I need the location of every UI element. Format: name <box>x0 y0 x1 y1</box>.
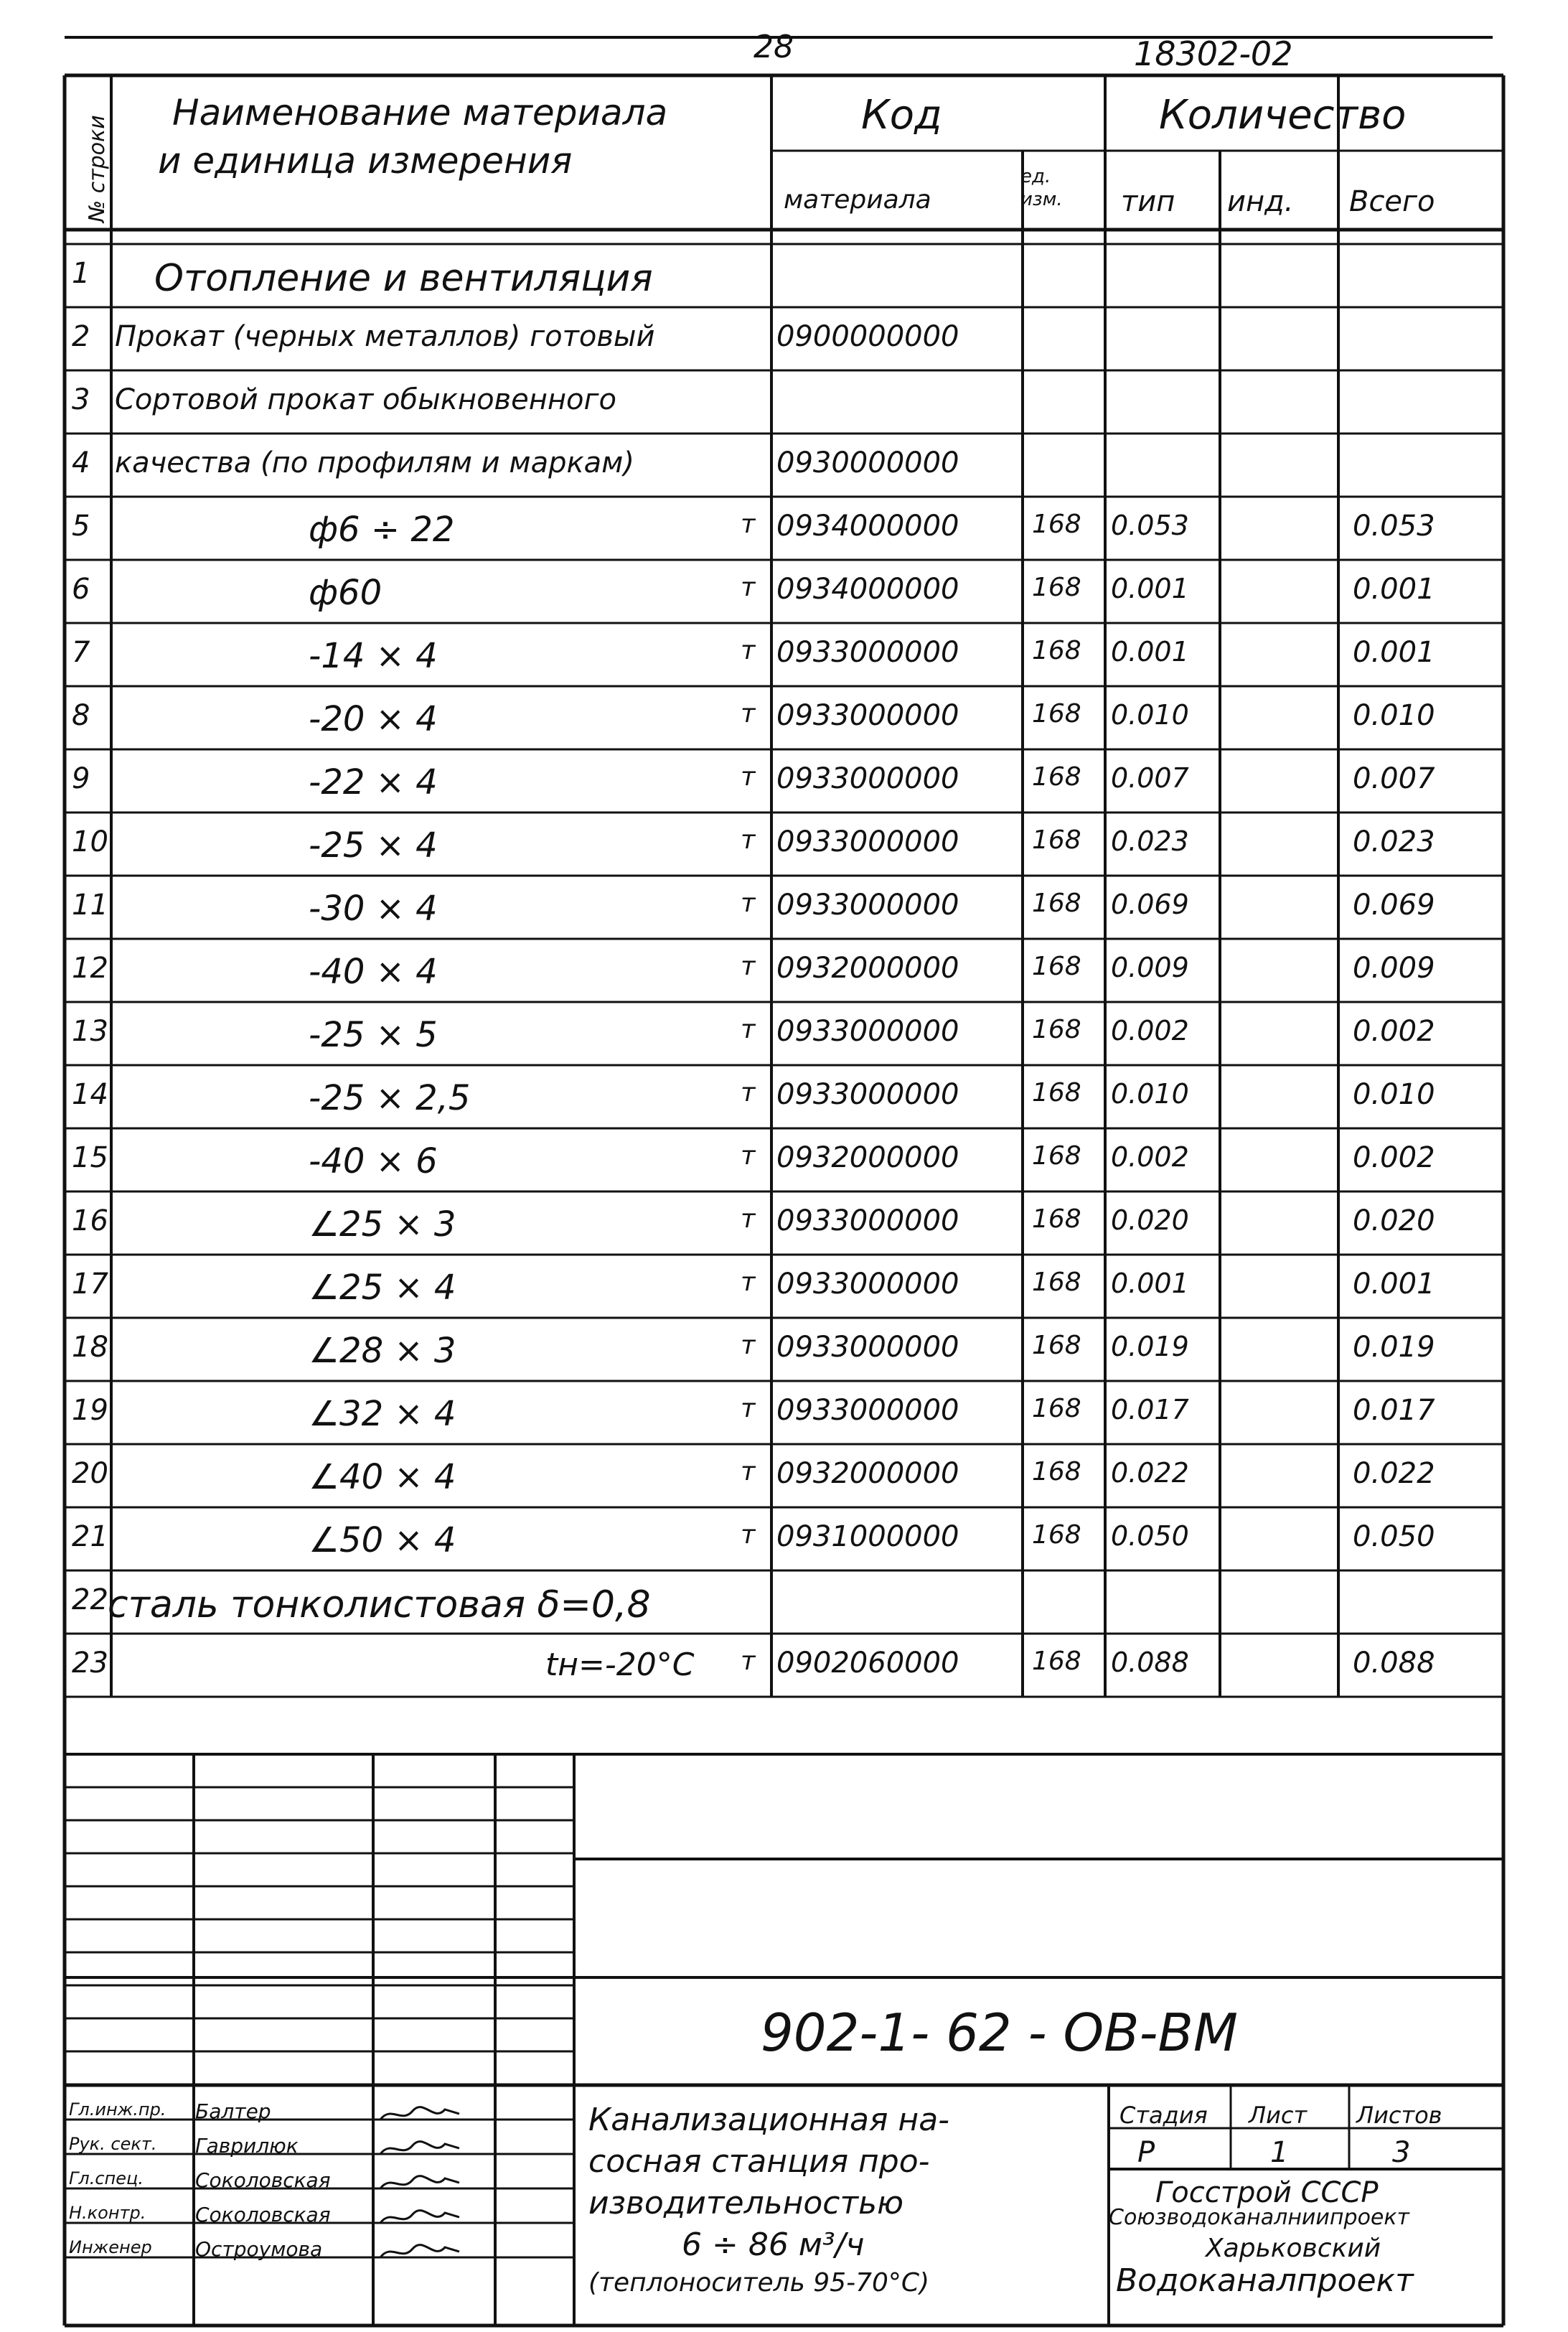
material-code: 0933000000 <box>776 636 959 669</box>
qty-type: 0.002 <box>1111 1015 1189 1046</box>
row-number: 9 <box>72 762 90 795</box>
qty-type: 0.002 <box>1111 1141 1189 1173</box>
unit-letter: т <box>741 1015 756 1044</box>
unit-code: 168 <box>1032 1647 1081 1676</box>
row-number: 12 <box>72 952 108 985</box>
material-name: ф6 ÷ 22 <box>309 510 455 550</box>
unit-code: 168 <box>1032 889 1081 918</box>
qty-total: 0.002 <box>1353 1015 1435 1048</box>
qty-type: 0.007 <box>1111 762 1189 794</box>
qty-type: 0.053 <box>1111 510 1189 541</box>
signer-role: Инженер <box>69 2237 152 2257</box>
sheet-value: 1 <box>1270 2136 1289 2169</box>
unit-letter: т <box>741 1520 756 1550</box>
material-name: ∠50 × 4 <box>309 1520 456 1560</box>
material-code: 0930000000 <box>776 446 959 479</box>
qty-total: 0.022 <box>1353 1457 1435 1490</box>
row-number: 23 <box>72 1647 108 1680</box>
material-name: -22 × 4 <box>309 762 438 802</box>
qty-type: 0.020 <box>1111 1204 1189 1236</box>
material-code: 0934000000 <box>776 573 959 606</box>
stamp-title-line: сосная станция про- <box>588 2143 930 2180</box>
material-name: Прокат (черных металлов) готовый <box>115 320 655 353</box>
unit-code: 168 <box>1032 573 1081 602</box>
unit-letter: т <box>741 1204 756 1234</box>
unit-code: 168 <box>1032 952 1081 981</box>
unit-letter: т <box>741 825 756 855</box>
row-number: 4 <box>72 446 90 479</box>
signer-name: Соколовская <box>195 2168 331 2192</box>
material-code: 0933000000 <box>776 1204 959 1237</box>
unit-letter: т <box>741 1268 756 1297</box>
material-name: ∠40 × 4 <box>309 1457 456 1497</box>
material-name: -20 × 4 <box>309 699 438 739</box>
qty-total: 0.017 <box>1353 1394 1435 1427</box>
material-name: ∠32 × 4 <box>309 1394 456 1434</box>
material-name: -25 × 4 <box>309 825 438 866</box>
material-code: 0931000000 <box>776 1520 959 1553</box>
material-code: 0933000000 <box>776 1268 959 1301</box>
qty-type: 0.001 <box>1111 573 1189 604</box>
unit-letter: т <box>741 636 756 665</box>
qty-total: 0.050 <box>1353 1520 1435 1553</box>
qty-total: 0.007 <box>1353 762 1435 795</box>
material-code: 0933000000 <box>776 762 959 795</box>
row-number: 17 <box>72 1268 108 1301</box>
unit-code: 168 <box>1032 1141 1081 1171</box>
material-code: 0900000000 <box>776 320 959 353</box>
header-type: тип <box>1121 185 1175 218</box>
qty-type: 0.069 <box>1111 889 1189 920</box>
unit-letter: т <box>741 1647 756 1676</box>
stamp-title-line: Канализационная на- <box>588 2102 950 2138</box>
qty-type: 0.088 <box>1111 1647 1189 1678</box>
material-code: 0902060000 <box>776 1647 959 1680</box>
qty-total: 0.088 <box>1353 1647 1435 1680</box>
qty-total: 0.019 <box>1353 1331 1435 1364</box>
qty-type: 0.023 <box>1111 825 1189 857</box>
unit-letter: т <box>741 573 756 602</box>
header-quantity: Количество <box>1159 92 1407 139</box>
unit-letter: т <box>741 1457 756 1486</box>
row-number: 7 <box>72 636 90 669</box>
row-number: 14 <box>72 1078 108 1111</box>
header-material: материала <box>784 185 931 215</box>
material-name: Отопление и вентиляция <box>154 257 653 300</box>
material-name: -40 × 6 <box>309 1141 438 1181</box>
unit-letter: т <box>741 1141 756 1171</box>
unit-letter: т <box>741 889 756 918</box>
header-name-line2: и единица измерения <box>158 140 573 182</box>
unit-code: 168 <box>1032 1394 1081 1423</box>
material-code: 0933000000 <box>776 1331 959 1364</box>
unit-code: 168 <box>1032 1520 1081 1550</box>
unit-code: 168 <box>1032 1204 1081 1234</box>
qty-total: 0.053 <box>1353 510 1435 543</box>
qty-total: 0.001 <box>1353 1268 1435 1301</box>
qty-type: 0.022 <box>1111 1457 1189 1489</box>
material-name: ∠25 × 4 <box>309 1268 456 1308</box>
material-code: 0932000000 <box>776 1457 959 1490</box>
organization-line: Водоканалпроект <box>1116 2262 1414 2299</box>
stage-value: Р <box>1137 2136 1155 2169</box>
organization-line: Харьковский <box>1206 2234 1381 2263</box>
qty-type: 0.019 <box>1111 1331 1189 1362</box>
row-number: 8 <box>72 699 90 732</box>
header-total: Всего <box>1349 185 1435 218</box>
material-code: 0932000000 <box>776 1141 959 1174</box>
row-number: 10 <box>72 825 108 858</box>
stage-label: Стадия <box>1119 2102 1208 2129</box>
row-number: 3 <box>72 383 90 416</box>
material-code: 0933000000 <box>776 889 959 922</box>
sheets-value: 3 <box>1392 2136 1411 2169</box>
material-name: -40 × 4 <box>309 952 438 992</box>
material-name: Сортовой прокат обыкновенного <box>115 383 616 416</box>
material-name: tн=-20°C <box>545 1647 695 1683</box>
unit-letter: т <box>741 952 756 981</box>
row-number: 20 <box>72 1457 108 1490</box>
qty-total: 0.002 <box>1353 1141 1435 1174</box>
header-code: Код <box>861 92 942 139</box>
material-code: 0933000000 <box>776 825 959 858</box>
unit-code: 168 <box>1032 699 1081 729</box>
row-number: 6 <box>72 573 90 606</box>
material-name: -30 × 4 <box>309 889 438 929</box>
row-number: 5 <box>72 510 90 543</box>
qty-type: 0.017 <box>1111 1394 1189 1425</box>
unit-code: 168 <box>1032 825 1081 855</box>
row-number: 15 <box>72 1141 108 1174</box>
unit-letter: т <box>741 1331 756 1360</box>
signer-role: Н.контр. <box>69 2203 146 2223</box>
page-number: 28 <box>754 29 794 65</box>
stamp-title-line: изводительностью <box>588 2185 904 2221</box>
qty-total: 0.069 <box>1353 889 1435 922</box>
signer-name: Остроумова <box>195 2237 323 2261</box>
signer-name: Балтер <box>195 2099 271 2123</box>
row-number: 16 <box>72 1204 108 1237</box>
unit-code: 168 <box>1032 762 1081 792</box>
qty-type: 0.009 <box>1111 952 1189 983</box>
material-name: ∠28 × 3 <box>309 1331 456 1371</box>
unit-code: 168 <box>1032 1078 1081 1108</box>
qty-total: 0.010 <box>1353 1078 1435 1111</box>
unit-code: 168 <box>1032 1331 1081 1360</box>
material-code: 0932000000 <box>776 952 959 985</box>
stamp-designation: 902-1- 62 - ОВ-ВМ <box>761 2003 1239 2063</box>
unit-letter: т <box>741 699 756 729</box>
unit-letter: т <box>741 1078 756 1108</box>
unit-code: 168 <box>1032 1457 1081 1486</box>
qty-type: 0.010 <box>1111 699 1189 731</box>
row-number: 2 <box>72 320 90 353</box>
material-code: 0933000000 <box>776 1078 959 1111</box>
header-unit: ед. изм. <box>1020 166 1063 210</box>
row-number: 22 <box>72 1583 108 1616</box>
material-name: качества (по профилям и маркам) <box>115 446 634 479</box>
document-code: 18302-02 <box>1134 34 1293 73</box>
qty-total: 0.010 <box>1353 699 1435 732</box>
material-code: 0934000000 <box>776 510 959 543</box>
header-individual: инд. <box>1227 185 1294 218</box>
qty-type: 0.001 <box>1111 636 1189 668</box>
signer-name: Соколовская <box>195 2203 331 2226</box>
unit-code: 168 <box>1032 1268 1081 1297</box>
row-number: 18 <box>72 1331 108 1364</box>
stamp-title-line: 6 ÷ 86 м³/ч <box>682 2226 865 2263</box>
row-number: 21 <box>72 1520 108 1553</box>
qty-total: 0.001 <box>1353 636 1435 669</box>
qty-type: 0.010 <box>1111 1078 1189 1110</box>
organization-line: Союзводоканалниипроект <box>1109 2205 1409 2230</box>
organization-line: Госстрой СССР <box>1155 2176 1379 2209</box>
material-code: 0933000000 <box>776 699 959 732</box>
header-name-line1: Наименование материала <box>172 92 668 134</box>
qty-type: 0.050 <box>1111 1520 1189 1552</box>
qty-total: 0.020 <box>1353 1204 1435 1237</box>
qty-total: 0.009 <box>1353 952 1435 985</box>
signer-role: Гл.инж.пр. <box>69 2099 166 2120</box>
unit-letter: т <box>741 510 756 539</box>
sheets-label: Листов <box>1356 2102 1442 2129</box>
sheet-label: Лист <box>1249 2102 1308 2129</box>
signer-name: Гаврилюк <box>195 2134 299 2158</box>
qty-total: 0.001 <box>1353 573 1435 606</box>
material-name: -25 × 5 <box>309 1015 438 1055</box>
unit-code: 168 <box>1032 636 1081 665</box>
material-code: 0933000000 <box>776 1015 959 1048</box>
row-number: 11 <box>72 889 108 922</box>
stamp-title-line: (теплоноситель 95-70°С) <box>588 2268 930 2298</box>
material-code: 0933000000 <box>776 1394 959 1427</box>
unit-letter: т <box>741 762 756 792</box>
row-number: 13 <box>72 1015 108 1048</box>
material-name: ∠25 × 3 <box>309 1204 456 1245</box>
unit-code: 168 <box>1032 1015 1081 1044</box>
qty-type: 0.001 <box>1111 1268 1189 1299</box>
material-name: сталь тонколистовая δ=0,8 <box>108 1583 651 1626</box>
material-name: ф60 <box>309 573 382 613</box>
row-number: 1 <box>72 257 90 290</box>
qty-total: 0.023 <box>1353 825 1435 858</box>
material-name: -25 × 2,5 <box>309 1078 471 1118</box>
unit-letter: т <box>741 1394 756 1423</box>
unit-code: 168 <box>1032 510 1081 539</box>
header-row-number: № строки <box>85 115 110 223</box>
row-number: 19 <box>72 1394 108 1427</box>
signer-role: Гл.спец. <box>69 2168 144 2188</box>
material-name: -14 × 4 <box>309 636 438 676</box>
signer-role: Рук. сект. <box>69 2134 157 2154</box>
